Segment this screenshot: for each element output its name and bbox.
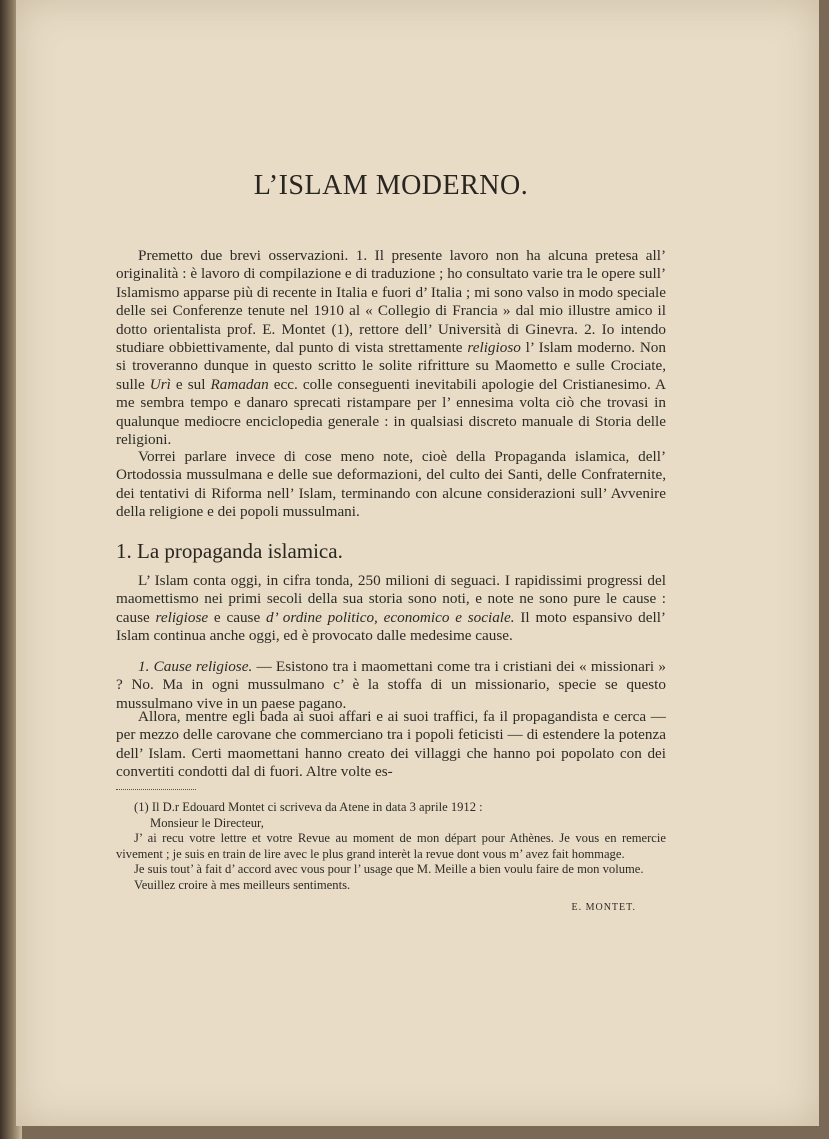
- subsection-heading: 1. Cause religiose.: [138, 658, 253, 675]
- footnote-intro: (1) Il D.r Edouard Montet ci scriveva da Atene in data 3 aprile 1912 :: [134, 800, 483, 814]
- section-paragraph-1: L’ Islam conta oggi, in cifra tonda, 250 milioni di seguaci. I rapidissimi progressi del maomettismo nei primi secoli della sua storia sono noti, e note ne sono pure le cause : cause religiose e cause d’ ordine politico, economico e sociale. Il moto espansivo dell’ Islam continua anche oggi, ed è provocato dalle medesime cause.: [116, 572, 666, 645]
- footnote-signature: E. MONTET.: [571, 901, 636, 913]
- footnote-letter-body-2: Je suis tout’ à fait d’ accord avec vous pour l’ usage que M. Meille a bien voulu faire de mon volume.: [134, 862, 644, 877]
- footnote-letter-body-1: J’ ai recu votre lettre et votre Revue au moment de mon départ pour Athènes. Je vous en remercie vivement ; je suis en train de lire avec le plus grand interèt la revue dont vous m’ avez fait hommage.: [116, 831, 666, 861]
- section-paragraph-3: Allora, mentre egli bada ai suoi affari e ai suoi traffici, fa il propagandista e cerca — per mezzo delle carovane che commerciano tra i popoli feticisti — di estendere la potenza dell’ Islam. Certi maomettani hanno creato dei villaggi che hanno poi popolato con dei convertiti condotti dal di fuori. Altre volte es-: [116, 708, 666, 781]
- footnote-separator: [116, 789, 196, 790]
- intro-paragraph-2: Vorrei parlare invece di cose meno note, cioè della Propaganda islamica, dell’ Ortodossia mussulmana e delle sue deformazioni, del culto dei Santi, delle Confraternite, dei tentativi di Riforma nell’ Islam, terminando con alcune considerazioni sull’ Avvenire della religione e dei popoli mussulmani.: [116, 448, 666, 521]
- section-paragraph-2: 1. Cause religiose. — Esistono tra i maomettani come tra i cristiani dei « missionari » ? No. Ma in ogni mussulmano c’ è la stoffa di un missionario, specie se questo mussulmano vive in un paese pagano.: [116, 658, 666, 712]
- document-page: [16, 0, 819, 1126]
- footnote: [116, 800, 666, 915]
- intro-paragraph-1: Premetto due brevi osservazioni. 1. Il presente lavoro non ha alcuna pretesa all’ originalità : è lavoro di compilazione e di traduzione ; ho consultato varie tra le opere sull’ Islamismo apparse più di recente in Italia e fuori d’ Italia ; mi sono valso in modo speciale delle sei Conferenze tenute nel 1910 al « Collegio di Francia » dal mio illustre amico il dotto orientalista prof. E. Montet (1), rettore dell’ Università di Ginevra. 2. Io intendo studiare obbiettivamente, dal punto di vista strettamente religioso l’ Islam moderno. Non si troveranno dunque in questo scritto le solite rifritture su Maometto e sulle Crociate, sulle Urì e sul Ramadan ecc. colle conseguenti inevitabili apologie del Cristianesimo. A me sembra tempo e danaro sprecati ristampare per l’ ennesima volta ciò che trovasi in qualunque mediocre enciclopedia generale : in qualsiasi discreto manuale di Storia delle religioni.: [116, 247, 666, 449]
- section-heading: 1. La propaganda islamica.: [116, 539, 343, 563]
- article-title: L’ISLAM MODERNO.: [253, 170, 529, 201]
- footnote-salutation: Monsieur le Directeur,: [150, 815, 264, 830]
- footnote-closing: Veuillez croire à mes meilleurs sentiments.: [134, 877, 351, 892]
